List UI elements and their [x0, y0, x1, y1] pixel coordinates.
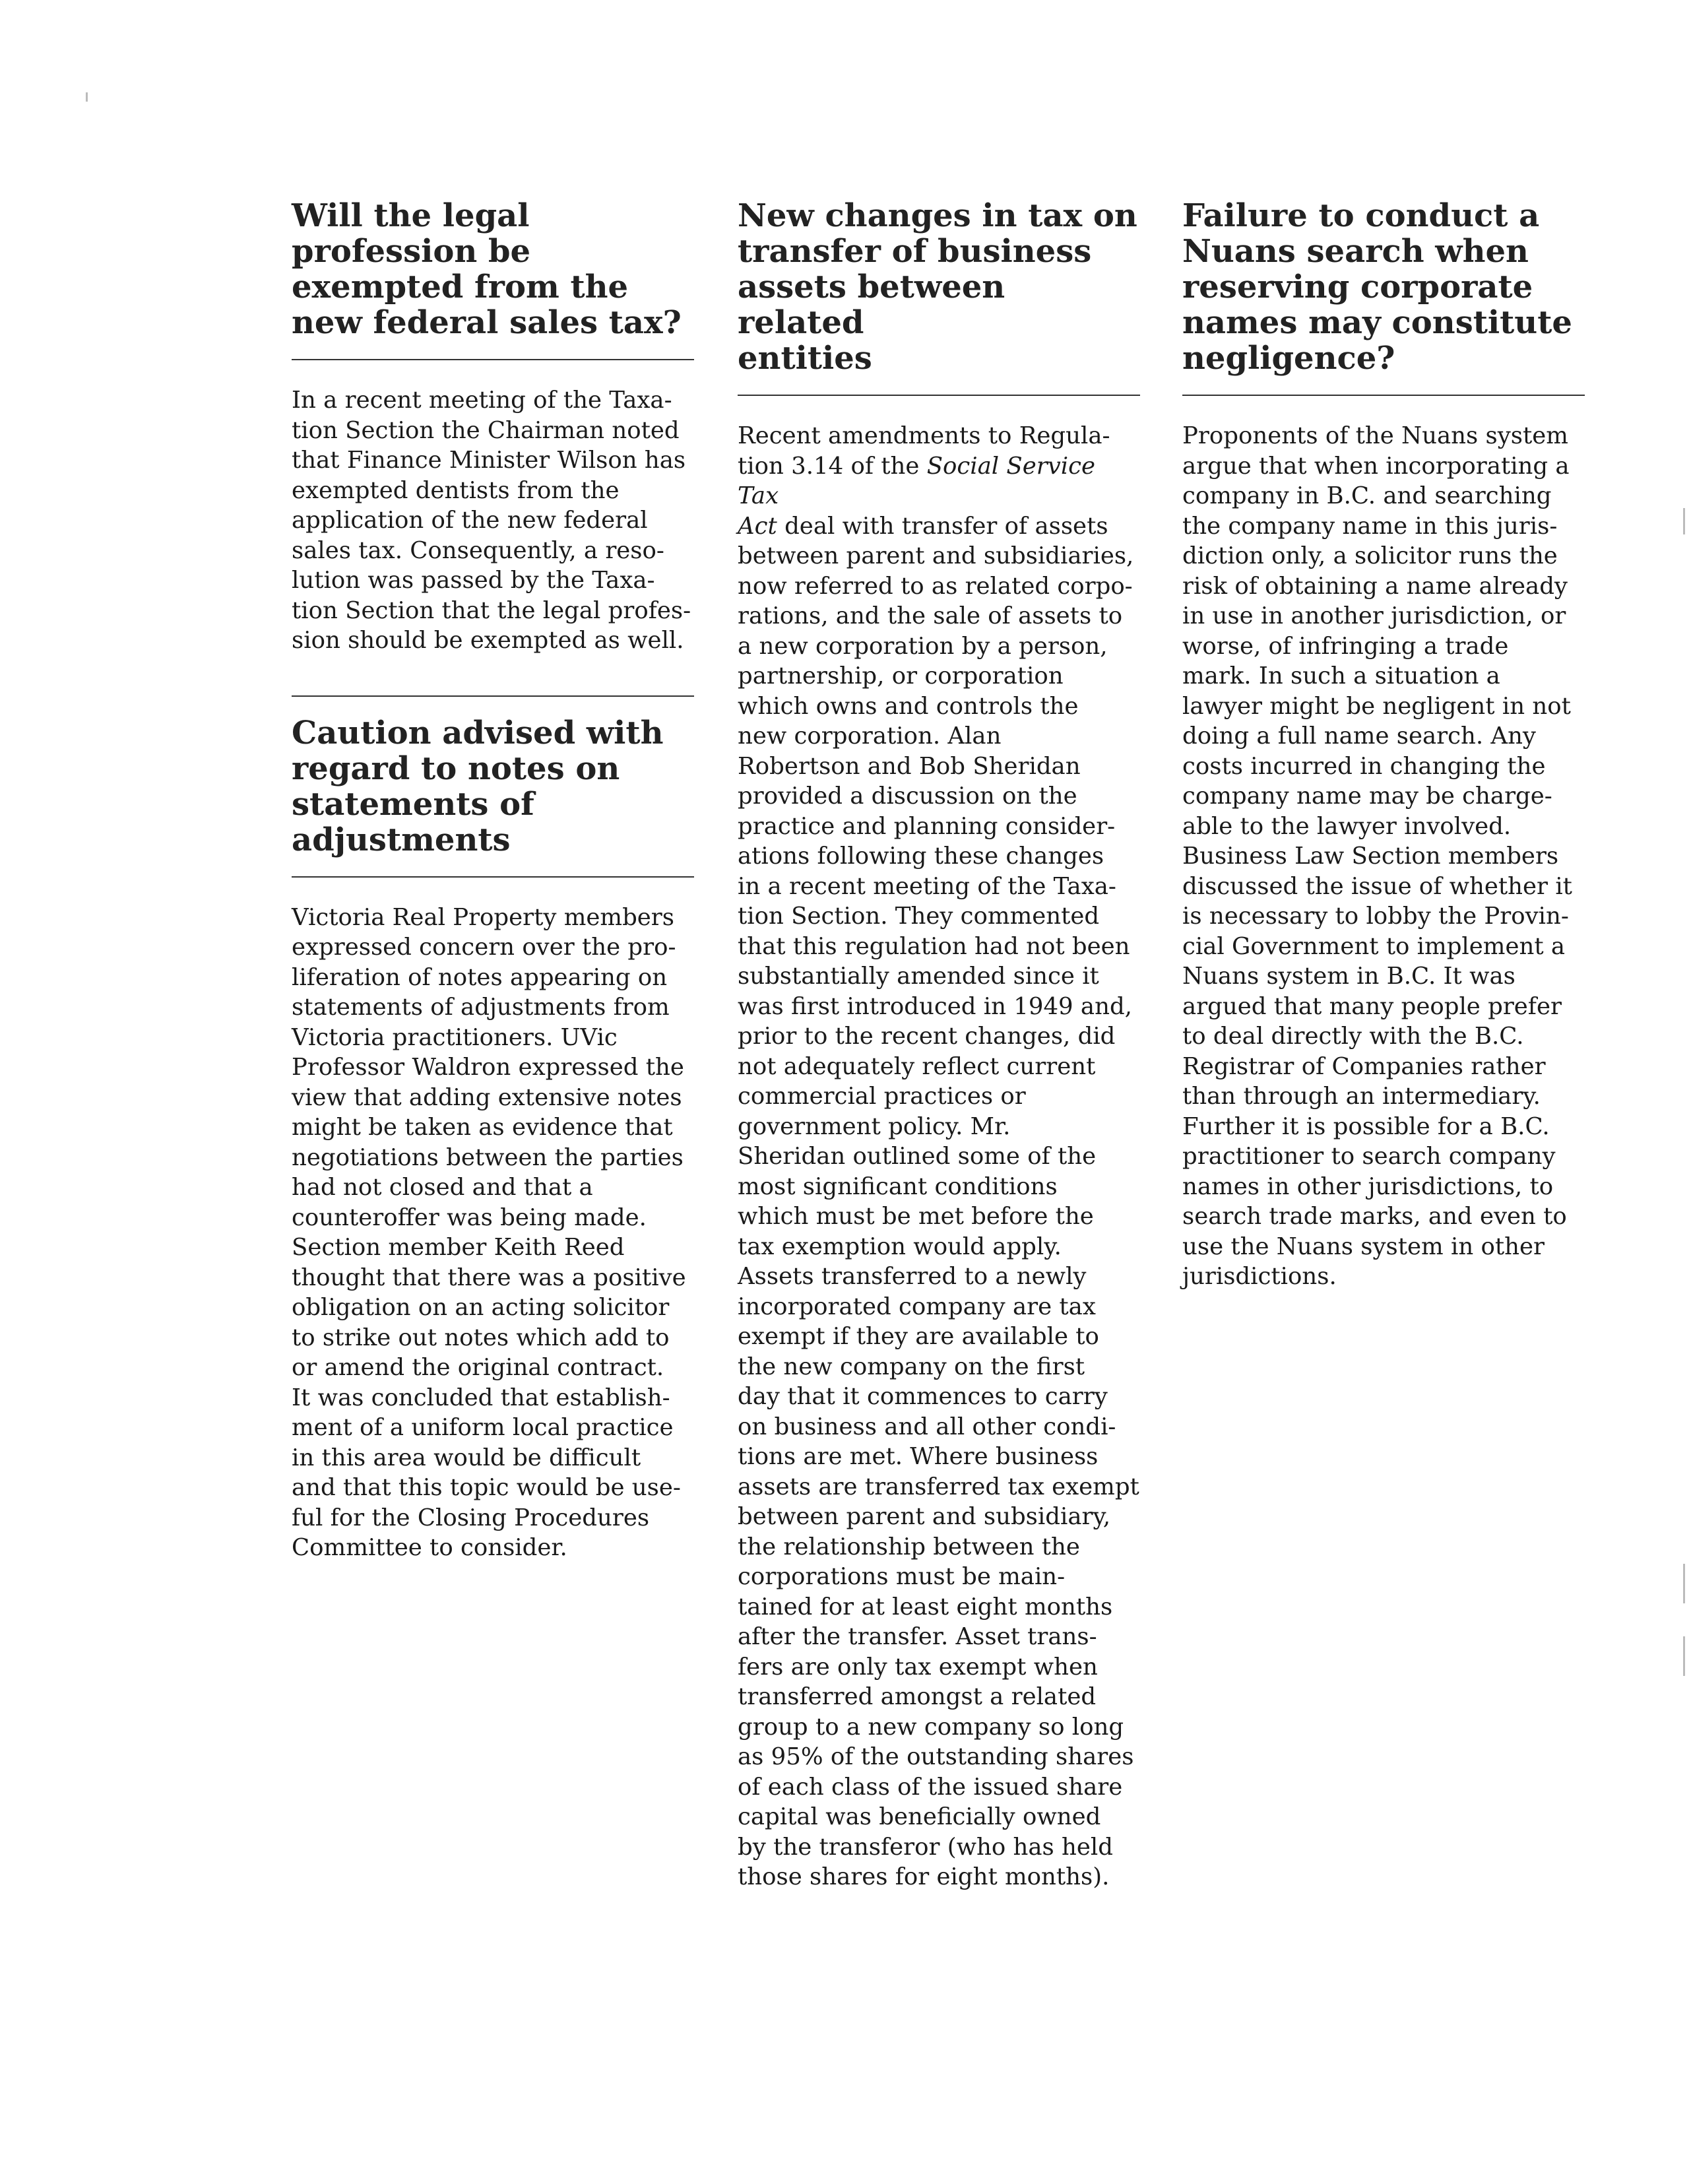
- scan-mark: [1683, 1636, 1685, 1676]
- article-heading: New changes in tax on transfer of business assets between related entities: [738, 197, 1137, 377]
- middle-column: [738, 198, 1140, 1892]
- right-column: [1182, 198, 1585, 1292]
- scan-mark: [1683, 1564, 1685, 1603]
- article-notes-on-statements: [292, 715, 694, 1563]
- body-intro: Recent amendments to Regula- tion 3.14 of the: [738, 422, 1110, 480]
- article-body: Proponents of the Nuans system argue that when incorporating a company in B.C. and searching the company name in this juris- diction only, a solicitor runs the risk of obtaining a name already in use in another jurisdiction, or worse, of infringing a trade mark. In such a situation a lawyer might be negligent in not doing a full name search. Any costs incurred in changing the company name may be charge- able to the lawyer involved. Business Law Section members discussed the issue of whether it is necessary to lobby the Provin- cial Government to implement a Nuans system in B.C. It was argued that many people prefer to deal directly with the B.C. Registrar of Companies rather than through an intermediary. Further it is possible for a B.C. practitioner to search company names in other jurisdictions, to search trade marks, and even to use the Nuans system in other jurisdictions.: [1182, 422, 1572, 1290]
- article-body: Victoria Real Property members expressed concern over the pro- liferation of notes appearing on statements of adjustments from Victoria practitioners. UVic Professor Waldron expressed the view that adding extensive notes might be taken as evidence that negotiations between the parties had not closed and that a counteroffer was being made. Section member Keith Reed thought that there was a positive obligation on an acting solicitor to strike out notes which add to or amend the original contract. It was concluded that establish- ment of a uniform local practice in this area would be difficult and that this topic would be use- ful for the Closing Procedures Committee to consider.: [292, 903, 686, 1561]
- article-heading: Will the legal profession be exempted from the new federal sales tax?: [292, 197, 682, 341]
- scan-mark: [1683, 508, 1685, 534]
- heading-rule: [292, 359, 694, 360]
- article-tax-on-transfer: [738, 198, 1140, 1892]
- section-gap: [292, 656, 694, 695]
- act-title: Social Service Tax Act: [738, 452, 1096, 540]
- heading-rule: [1182, 395, 1585, 396]
- heading-rule: [738, 395, 1140, 396]
- article-body: In a recent meeting of the Taxa- tion Section the Chairman noted that Finance Minister Wilson has exempted dentists from the application of the new federal sales tax. Consequently, a reso- lution was passed by the Taxa- tion Section that the legal profes- sion should be exempted as well.: [292, 387, 691, 654]
- left-column: [292, 198, 694, 1563]
- section-divider: [292, 695, 694, 697]
- article-body: [738, 421, 1140, 1892]
- article-nuans-search: [1182, 198, 1585, 1292]
- article-legal-profession-sales-tax: [292, 198, 694, 656]
- scan-mark: [86, 92, 88, 102]
- article-heading: Caution advised with regard to notes on statements of adjustments: [292, 714, 664, 858]
- body-rest: deal with transfer of assets between parent and subsidiaries, now referred to as related corpo- rations, and the sale of assets to a new corporation by a person, partnership, or corporation which owns and controls the new corporation. Alan Robertson and Bob Sheridan provided a discussion on the practice and planning consider- ations following these changes in a recent meeting of the Taxa- tion Section. They commented that this regulation had not been substantially amended since it was first introduced in 1949 and, prior to the recent changes, did not adequately reflect current commercial practices or government policy. Mr. Sheridan outlined some of the most significant conditions which must be met before the tax exemption would apply. Assets transferred to a newly incorporated company are tax exempt if they are available to the new company on the first day that it commences to carry on business and all other condi- tions are met. Where business assets are transferred tax exempt between parent and subsidiary, the relationship between the corporations must be main- tained for at least eight months after the transfer. Asset trans- fers are only tax exempt when transferred amongst a related group to a new company so long as 95% of the outstanding shares of each class of the issued share capital was beneficially owned by the transferor (who has held those shares for eight months).: [738, 512, 1139, 1890]
- article-heading: Failure to conduct a Nuans search when reserving corporate names may constitute negligence?: [1182, 197, 1572, 377]
- heading-rule: [292, 876, 694, 878]
